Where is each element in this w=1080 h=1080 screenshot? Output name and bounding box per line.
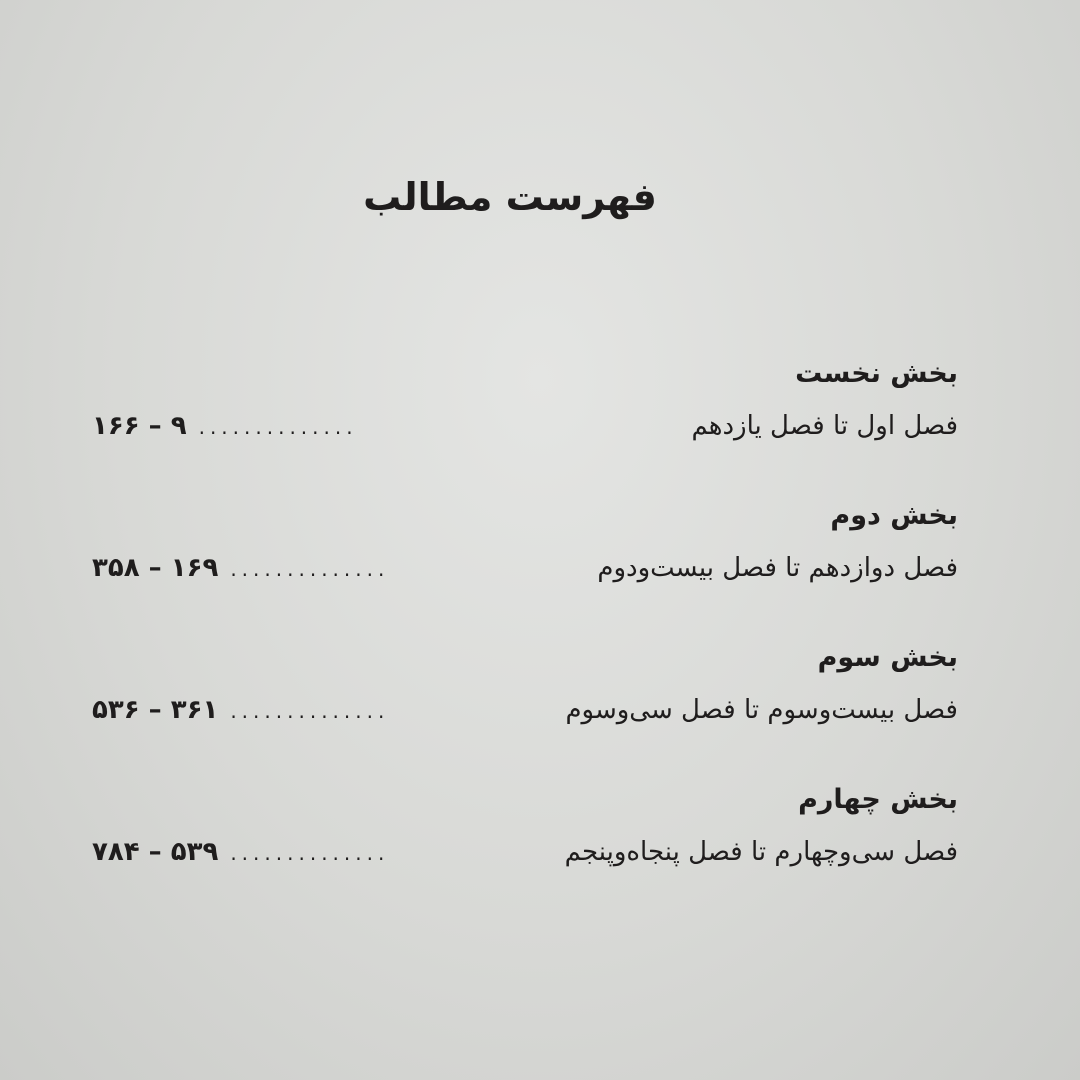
section-heading: بخش چهارم bbox=[798, 784, 958, 815]
page-range: ۱۶۹ – ۳۵۸ bbox=[92, 553, 219, 583]
dot-leader: .............. bbox=[230, 699, 390, 723]
toc-entry bbox=[92, 404, 958, 454]
entry-label: فصل دوازدهم تا فصل بیست‌ودوم bbox=[597, 553, 958, 583]
section-heading: بخش دوم bbox=[830, 500, 958, 531]
page-range: ۳۶۱ – ۵۳۶ bbox=[92, 695, 219, 725]
entry-label: فصل اول تا فصل یازدهم bbox=[691, 411, 958, 441]
toc-section bbox=[92, 778, 958, 920]
toc-entry bbox=[92, 546, 958, 596]
dot-leader: .............. bbox=[230, 841, 390, 865]
dot-leader: .............. bbox=[230, 557, 390, 581]
page-title: فهرست مطالب bbox=[363, 175, 657, 219]
page-range: ۵۳۹ – ۷۸۴ bbox=[92, 837, 219, 867]
entry-label: فصل سی‌وچهارم تا فصل پنجاه‌وپنجم bbox=[564, 837, 958, 867]
page-range: ۹ – ۱۶۶ bbox=[92, 411, 187, 441]
table-of-contents bbox=[92, 352, 958, 920]
toc-entry bbox=[92, 688, 958, 738]
section-heading: بخش سوم bbox=[817, 642, 958, 673]
section-heading: بخش نخست bbox=[795, 358, 958, 389]
toc-entry bbox=[92, 830, 958, 880]
toc-section bbox=[92, 352, 958, 494]
toc-section bbox=[92, 494, 958, 636]
dot-leader: .............. bbox=[198, 415, 358, 439]
entry-label: فصل بیست‌وسوم تا فصل سی‌وسوم bbox=[565, 695, 958, 725]
toc-section bbox=[92, 636, 958, 778]
